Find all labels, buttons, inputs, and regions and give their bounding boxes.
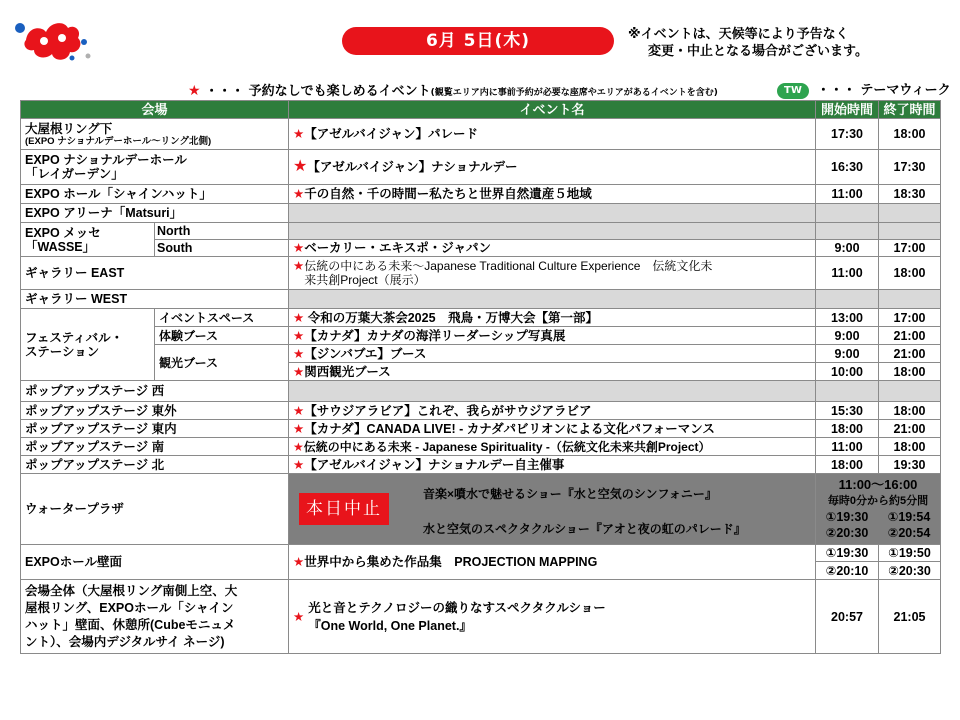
legend-theme-week bbox=[777, 79, 951, 99]
end-time-empty bbox=[879, 204, 941, 223]
star-icon: ★ bbox=[293, 127, 305, 141]
venue-cell: ポップアップステージ 東内 bbox=[21, 420, 289, 438]
weather-notice bbox=[628, 26, 868, 60]
event-cell-empty bbox=[289, 290, 816, 309]
event-cell bbox=[289, 420, 816, 438]
event-name: 【アゼルバイジャン】パレード bbox=[304, 127, 478, 141]
start-time: ①19:30 bbox=[816, 545, 879, 562]
event-schedule-table bbox=[20, 100, 941, 654]
sub-venue-event-space: イベントスペース bbox=[155, 309, 289, 327]
start-time: ②20:30 bbox=[825, 526, 869, 540]
event-name: 令和の万葉大茶会2025 飛鳥・万博大会【第一部】 bbox=[307, 310, 599, 325]
legend-tw-text: ・・・ テーマウィーク bbox=[816, 83, 951, 98]
event-name-line2: 水と空気のスペクタクルショー『アオと夜の虹のパレード』 bbox=[423, 521, 746, 536]
table-row bbox=[21, 327, 941, 345]
sub-venue-experience-booth: 体験ブース bbox=[155, 327, 289, 345]
table-row bbox=[21, 204, 941, 223]
event-cell bbox=[289, 456, 816, 474]
star-icon: ★ bbox=[293, 364, 305, 379]
venue-cell bbox=[21, 150, 289, 185]
venue-cell: EXPOホール壁面 bbox=[21, 545, 289, 580]
end-time-empty bbox=[879, 223, 941, 240]
date-banner: 6月 5日(木) bbox=[342, 27, 614, 55]
venue-cell: ポップアップステージ 西 bbox=[21, 381, 289, 402]
table-row bbox=[21, 309, 941, 327]
star-icon: ★ bbox=[293, 328, 305, 343]
end-time: ②20:30 bbox=[879, 562, 941, 580]
start-time: 15:30 bbox=[816, 402, 879, 420]
venue-cell bbox=[21, 580, 289, 654]
sub-venue-south: South bbox=[155, 240, 289, 257]
venue-name-line1: フェスティバル・ bbox=[25, 330, 124, 345]
event-cell-empty bbox=[289, 223, 816, 240]
event-cell-empty bbox=[289, 204, 816, 223]
venue-cell: ポップアップステージ 北 bbox=[21, 456, 289, 474]
start-time: 13:00 bbox=[816, 309, 879, 327]
end-time: 19:30 bbox=[879, 456, 941, 474]
table-row bbox=[21, 402, 941, 420]
expo-logo-icon bbox=[12, 14, 94, 64]
end-time: 18:00 bbox=[879, 119, 941, 150]
table-row bbox=[21, 150, 941, 185]
event-name: 伝統の中にある未来 - Japanese Spirituality -（伝統文化未来共創Project） bbox=[303, 439, 711, 454]
table-row bbox=[21, 223, 941, 240]
header-start: 開始時間 bbox=[816, 101, 879, 119]
star-icon: ★ bbox=[293, 187, 305, 201]
sub-venue-tourism-booth: 観光ブース bbox=[155, 345, 289, 381]
start-time: 9:00 bbox=[816, 240, 879, 257]
event-cell bbox=[289, 309, 816, 327]
end-time: 18:00 bbox=[879, 402, 941, 420]
start-time: 11:00 bbox=[816, 257, 879, 290]
star-icon: ★ bbox=[293, 259, 305, 273]
start-time: ①19:30 bbox=[825, 510, 869, 524]
end-time: ①19:54 bbox=[887, 510, 931, 524]
legend-star-text: ・・・ 予約なしでも楽しめるイベント bbox=[205, 84, 431, 99]
legend-reservation-free bbox=[188, 80, 718, 98]
venue-cell bbox=[21, 119, 289, 150]
venue-name-line1: 会場全体（大屋根リング南側上空、大 bbox=[25, 583, 238, 598]
event-cell-empty bbox=[289, 381, 816, 402]
event-name-line2: 来共創Project（展示） bbox=[304, 273, 426, 287]
venue-name-line1: EXPO ナショナルデーホール bbox=[25, 153, 187, 167]
event-name-line2: 『One World, One Planet.』 bbox=[308, 618, 472, 633]
table-row bbox=[21, 119, 941, 150]
venue-note: (EXPO ナショナルデーホール～リング北側) bbox=[25, 135, 212, 147]
legend-star-note: (観覧エリア内に事前予約が必要な座席やエリアがあるイベントを含む) bbox=[430, 88, 718, 98]
venue-name-line2: 屋根リング、EXPOホール「シャイン bbox=[25, 600, 234, 615]
header-venue: 会場 bbox=[21, 101, 289, 119]
venue-cell: ポップアップステージ 東外 bbox=[21, 402, 289, 420]
table-row bbox=[21, 185, 941, 204]
table-row bbox=[21, 290, 941, 309]
table-row bbox=[21, 438, 941, 456]
venue-cell: EXPO アリーナ「Matsuri」 bbox=[21, 204, 289, 223]
end-time: 18:30 bbox=[879, 185, 941, 204]
end-time: 21:05 bbox=[879, 580, 941, 654]
venue-cell: ポップアップステージ 南 bbox=[21, 438, 289, 456]
star-icon: ★ bbox=[293, 609, 305, 624]
cancelled-event-cell bbox=[289, 474, 816, 545]
end-time-empty bbox=[879, 290, 941, 309]
table-row bbox=[21, 580, 941, 654]
event-name-line1: 伝統の中にある未来～Japanese Traditional Culture Experience 伝統文化未 bbox=[304, 259, 713, 273]
start-time-empty bbox=[816, 381, 879, 402]
event-name: 【ジンバブエ】ブース bbox=[304, 346, 427, 361]
star-icon: ★ bbox=[293, 158, 308, 175]
start-time: 18:00 bbox=[816, 420, 879, 438]
event-name: 【アゼルバイジャン】ナショナルデー自主催事 bbox=[304, 457, 565, 472]
table-row bbox=[21, 420, 941, 438]
star-icon: ★ bbox=[293, 555, 305, 569]
venue-cell: EXPO メッセ「WASSE」 bbox=[21, 223, 155, 257]
start-time: 9:00 bbox=[816, 327, 879, 345]
table-row bbox=[21, 545, 941, 562]
end-time-empty bbox=[879, 381, 941, 402]
event-cell bbox=[289, 150, 816, 185]
star-icon: ★ bbox=[293, 439, 304, 454]
end-time: 21:00 bbox=[879, 420, 941, 438]
event-name: 【カナダ】CANADA LIVE! - カナダパビリオンによる文化パフォーマンス bbox=[304, 421, 715, 436]
star-icon: ★ bbox=[293, 403, 305, 418]
notice-line-1: ※イベントは、天候等により予告なく bbox=[628, 27, 849, 42]
event-name: 世界中から集めた作品集 PROJECTION MAPPING bbox=[304, 555, 598, 569]
start-time: 10:00 bbox=[816, 363, 879, 381]
star-icon: ★ bbox=[293, 421, 305, 436]
event-cell bbox=[289, 402, 816, 420]
end-time: 21:00 bbox=[879, 345, 941, 363]
event-name: ベーカリー・エキスポ・ジャパン bbox=[304, 241, 491, 255]
table-row bbox=[21, 240, 941, 257]
time-slot-2 bbox=[816, 525, 940, 541]
table-row bbox=[21, 474, 941, 545]
end-time: 17:00 bbox=[879, 309, 941, 327]
header-event: イベント名 bbox=[289, 101, 816, 119]
star-icon: ★ bbox=[188, 83, 201, 99]
tw-badge: TW bbox=[777, 83, 809, 99]
end-time: ①19:50 bbox=[879, 545, 941, 562]
time-note: 毎時0分から約5分間 bbox=[827, 495, 929, 507]
venue-cell: EXPO ホール「シャインハット」 bbox=[21, 185, 289, 204]
start-time-empty bbox=[816, 223, 879, 240]
venue-cell: ギャラリー WEST bbox=[21, 290, 289, 309]
venue-name-line2: ステーション bbox=[25, 344, 100, 359]
event-name: 【サウジアラビア】これぞ、我らがサウジアラビア bbox=[304, 403, 592, 418]
time-slot-1 bbox=[816, 509, 940, 525]
event-name: 関西観光ブース bbox=[304, 364, 391, 379]
venue-name-line3: ハット」壁面、休憩所(Cubeモニュメ bbox=[25, 617, 236, 632]
cancelled-badge: 本日中止 bbox=[299, 493, 389, 525]
event-name-line1: 光と音とテクノロジーの織りなすスペクタクルショー bbox=[308, 600, 606, 615]
event-cell bbox=[289, 240, 816, 257]
header-end: 終了時間 bbox=[879, 101, 941, 119]
end-time: 18:00 bbox=[879, 363, 941, 381]
start-time: 11:00 bbox=[816, 438, 879, 456]
event-cell bbox=[289, 438, 816, 456]
end-time: 17:00 bbox=[879, 240, 941, 257]
start-time: 11:00 bbox=[816, 185, 879, 204]
event-cell bbox=[289, 363, 816, 381]
event-cell bbox=[289, 345, 816, 363]
event-cell bbox=[289, 327, 816, 345]
end-time: 21:00 bbox=[879, 327, 941, 345]
cancelled-time-cell bbox=[816, 474, 941, 545]
venue-name: 大屋根リング下 bbox=[25, 121, 113, 136]
table-header-row bbox=[21, 101, 941, 119]
end-time: 18:00 bbox=[879, 257, 941, 290]
venue-cell: ウォータープラザ bbox=[21, 474, 289, 545]
start-time: ②20:10 bbox=[816, 562, 879, 580]
event-cell bbox=[289, 119, 816, 150]
event-name: 【アゼルバイジャン】ナショナルデー bbox=[307, 160, 518, 174]
start-time: 16:30 bbox=[816, 150, 879, 185]
end-time: ②20:54 bbox=[887, 526, 931, 540]
sub-venue-north: North bbox=[155, 223, 289, 240]
table-row bbox=[21, 257, 941, 290]
start-time: 9:00 bbox=[816, 345, 879, 363]
star-icon: ★ bbox=[293, 346, 305, 361]
event-cell bbox=[289, 545, 816, 580]
start-time: 18:00 bbox=[816, 456, 879, 474]
venue-name-line2: 「レイガーデン」 bbox=[25, 167, 124, 181]
start-time: 20:57 bbox=[816, 580, 879, 654]
end-time: 17:30 bbox=[879, 150, 941, 185]
table-row bbox=[21, 345, 941, 363]
venue-name-line4: ント）、会場内デジタルサイ ネージ) bbox=[25, 634, 225, 649]
table-row bbox=[21, 456, 941, 474]
event-name: 【カナダ】カナダの海洋リーダーシップ写真展 bbox=[304, 328, 566, 343]
table-row bbox=[21, 381, 941, 402]
event-cell bbox=[289, 580, 816, 654]
notice-line-2: 変更・中止となる場合がございます。 bbox=[648, 44, 868, 59]
event-name: 千の自然・千の時間ー私たちと世界自然遺産５地域 bbox=[304, 187, 592, 201]
start-time-empty bbox=[816, 290, 879, 309]
venue-cell bbox=[21, 309, 155, 381]
event-name-line1: 音楽×噴水で魅せるショー『水と空気のシンフォニー』 bbox=[423, 486, 717, 501]
event-cell bbox=[289, 185, 816, 204]
start-time: 17:30 bbox=[816, 119, 879, 150]
start-time-empty bbox=[816, 204, 879, 223]
time-range: 11:00～16:00 bbox=[838, 477, 918, 492]
event-cell bbox=[289, 257, 816, 290]
venue-cell: ギャラリー EAST bbox=[21, 257, 289, 290]
star-icon: ★ bbox=[293, 310, 305, 325]
star-icon: ★ bbox=[293, 457, 305, 472]
star-icon: ★ bbox=[293, 241, 305, 255]
end-time: 18:00 bbox=[879, 438, 941, 456]
